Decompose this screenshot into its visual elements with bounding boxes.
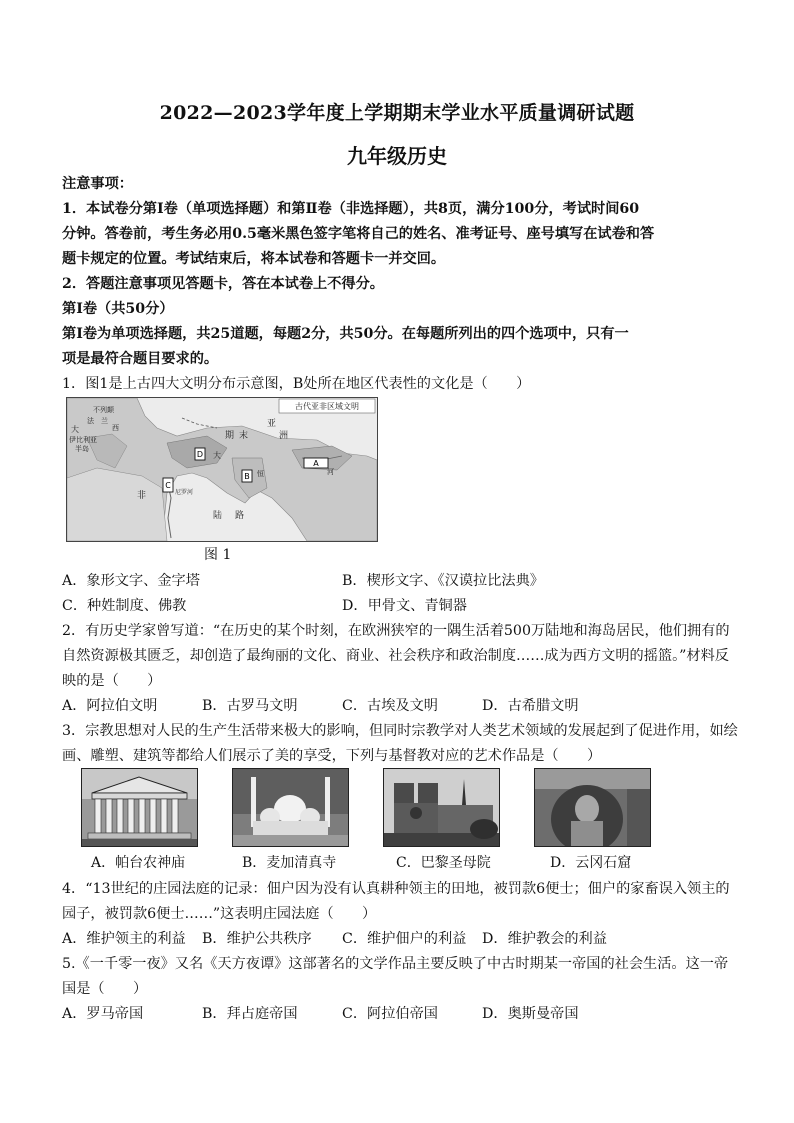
map-label-ganges: 恒 xyxy=(257,470,264,478)
q2-option-d: D．古希腊文明 xyxy=(482,698,579,714)
exam-title: 2022—2023学年度上学期期末学业水平质量调研试题 xyxy=(159,102,635,124)
svg-text:D: D xyxy=(196,450,204,459)
q1-stem: 1．图1是上古四大文明分布示意图，B处所在地区代表性的文化是（ ） xyxy=(62,376,531,392)
q4-line2: 园子，被罚款6便士……”这表明庄园法庭（ ） xyxy=(62,906,377,922)
q2-line2: 自然资源极其匮乏，却创造了最绚丽的文化、商业、社会秩序和政治制度……成为西方文明的摇篮。”材料反 xyxy=(62,648,729,664)
svg-text:A: A xyxy=(313,459,319,468)
q5-option-b: B．拜占庭帝国 xyxy=(202,1006,298,1022)
q4-option-d: D．维护教会的利益 xyxy=(482,931,607,947)
svg-text:C: C xyxy=(165,481,171,490)
map-label-da: 大 xyxy=(71,425,79,434)
map-label-da2: 大 xyxy=(213,451,221,460)
map-label-nile: 尼罗河 xyxy=(175,489,194,496)
notes-item1-line1: 1．本试卷分第Ⅰ卷（单项选择题）和第Ⅱ卷（非选择题），共8页，满分100分，考试时间60 xyxy=(62,201,640,217)
q3-option-b: B．麦加清真寺 xyxy=(242,855,337,871)
q2-option-b: B．古罗马文明 xyxy=(202,698,298,714)
map-label-mo: 末 xyxy=(239,431,249,441)
q1-option-c: C．种姓制度、佛教 xyxy=(62,598,187,614)
figure-1-caption: 图 1 xyxy=(204,547,232,563)
q4-option-a: A．维护领主的利益 xyxy=(62,931,186,947)
q1-option-b: B．楔形文字、《汉谟拉比法典》 xyxy=(342,573,544,589)
q3-option-d: D．云冈石窟 xyxy=(550,855,632,871)
q2-line1: 2．有历史学家曾写道：“在历史的某个时刻，在欧洲狭窄的一隅生活着500万陆地和海岛居民，他们拥有的 xyxy=(62,623,730,639)
map-label-river: 河 xyxy=(327,468,334,476)
notes-heading: 注意事项： xyxy=(62,176,133,192)
notes-item1-line3: 题卡规定的位置。考试结束后，将本试卷和答题卡一并交回。 xyxy=(62,251,446,267)
exam-subject: 九年级历史 xyxy=(347,144,447,168)
map-label-asia-1: 亚 xyxy=(267,419,277,429)
map-figure xyxy=(67,398,377,541)
marker-c xyxy=(163,478,173,492)
map-label-france-1: 法 兰 xyxy=(87,417,108,425)
map-label-lu2: 路 xyxy=(235,511,245,521)
section1-heading: 第Ⅰ卷（共50分） xyxy=(62,301,174,317)
notes-item2: 2．答题注意事项见答题卡，答在本试卷上不得分。 xyxy=(62,276,384,292)
q2-line3: 映的是（ ） xyxy=(62,673,162,689)
map-title: 古代亚非区域文明 xyxy=(295,402,359,411)
q1-option-a: A．象形文字、金字塔 xyxy=(62,573,200,589)
ancient-civilizations-map xyxy=(66,397,378,542)
map-label-iberia-1: 伊比利亚 xyxy=(69,436,97,444)
q3-option-a: A．帕台农神庙 xyxy=(91,855,186,871)
q4-option-b: B．维护公共秩序 xyxy=(202,931,312,947)
q2-option-a: A．阿拉伯文明 xyxy=(62,698,158,714)
marker-a xyxy=(304,458,328,468)
map-label-britain: 不列颠 xyxy=(93,406,114,414)
q2-option-c: C．古埃及文明 xyxy=(342,698,438,714)
q5-option-c: C．阿拉伯帝国 xyxy=(342,1006,438,1022)
q3-option-c: C．巴黎圣母院 xyxy=(396,855,491,871)
marker-b xyxy=(242,470,252,482)
yungang-grottoes-image xyxy=(534,768,651,847)
map-label-france-2: 西 xyxy=(112,424,119,432)
q4-line1: 4．“13世纪的庄园法庭的记录：佃户因为没有认真耕种领主的田地，被罚款6便士；佃户的家畜误入领主的 xyxy=(62,881,730,897)
q3-line1: 3．宗教思想对人民的生产生活带来极大的影响，但同时宗教学对人类艺术领域的发展起到了促进作用，如绘 xyxy=(62,723,738,739)
section1-intro-line2: 项是最符合题目要求的。 xyxy=(62,351,219,367)
map-label-iberia-2: 半岛 xyxy=(75,445,89,453)
marker-d xyxy=(195,448,205,460)
q1-option-d: D．甲骨文、青铜器 xyxy=(342,598,467,614)
map-label-africa: 非 xyxy=(137,491,147,501)
notre-dame-image xyxy=(383,768,500,847)
q5-line1: 5.《一千零一夜》又名《天方夜谭》这部著名的文学作品主要反映了中古时期某一帝国的社会生活。这一帝 xyxy=(62,956,729,972)
notes-item1-line2: 分钟。答卷前，考生务必用0.5毫米黑色签字笔将自己的姓名、准考证号、座号填写在试卷和答 xyxy=(62,226,655,242)
map-label-lu: 陆 xyxy=(213,511,223,521)
map-label-qi: 期 xyxy=(225,431,235,441)
q5-option-a: A．罗马帝国 xyxy=(62,1006,144,1022)
q4-option-c: C．维护佃户的利益 xyxy=(342,931,467,947)
q3-line2: 画、雕塑、建筑等都给人们展示了美的享受，下列与基督教对应的艺术作品是（ ） xyxy=(62,748,602,764)
svg-text:B: B xyxy=(244,472,250,481)
map-label-asia-2: 洲 xyxy=(279,431,289,441)
section1-intro-line1: 第Ⅰ卷为单项选择题，共25道题，每题2分，共50分。在每题所列出的四个选项中，只有一 xyxy=(62,326,629,342)
q5-option-d: D．奥斯曼帝国 xyxy=(482,1006,579,1022)
q5-line2: 国是（ ） xyxy=(62,981,148,997)
mosque-image xyxy=(232,768,349,847)
parthenon-image xyxy=(81,768,198,847)
